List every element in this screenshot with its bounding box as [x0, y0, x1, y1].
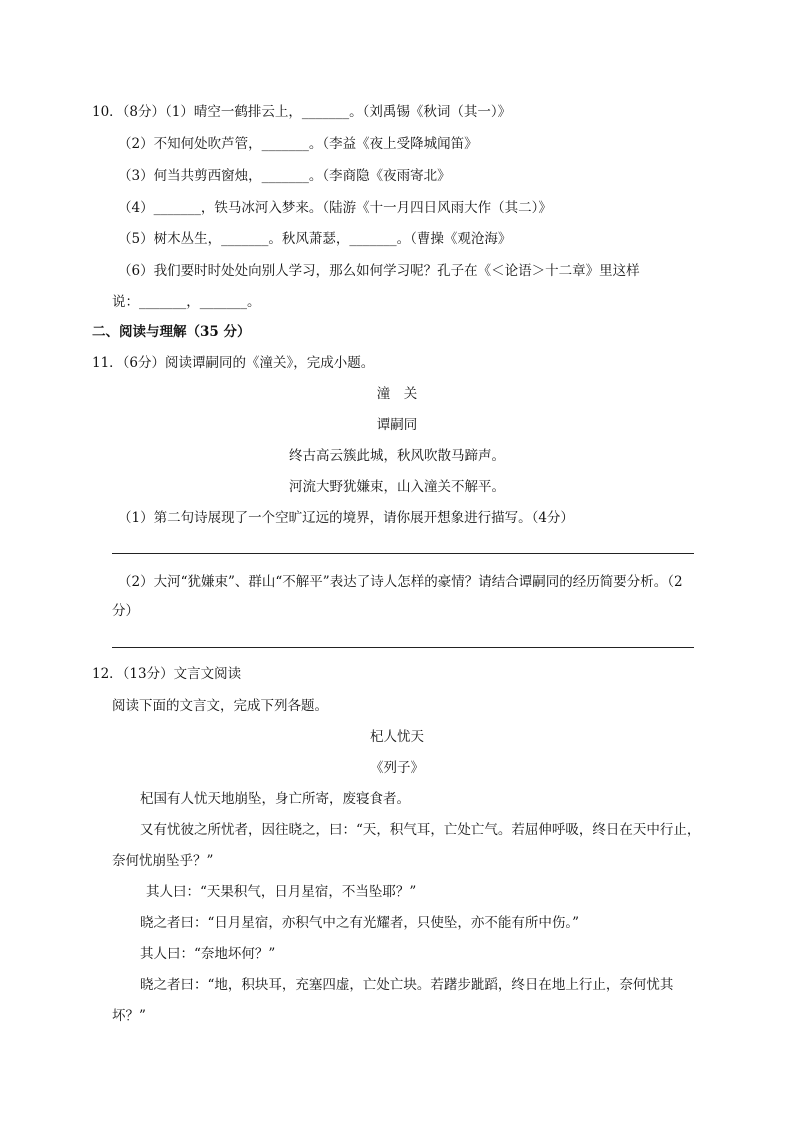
paragraph-2-line-1: 又有忧彼之所忧者，因往晓之，曰：“天，积气耳，亡处亡气。若屈伸呼吸，终日在天中行止， [140, 822, 701, 838]
q11-header: 11．（6分）阅读谭嗣同的《潼关》，完成小题。 [92, 355, 375, 371]
q10-item-4: （4）_______，铁马冰河入梦来。（陆游《十一月四日风雨大作（其二）》 [118, 200, 552, 216]
text-source: 《列子》 [370, 760, 424, 776]
q12-instruction: 阅读下面的文言文，完成下列各题。 [112, 698, 328, 714]
paragraph-5: 其人曰：“奈地坏何？” [140, 946, 276, 962]
poem-title: 潼 关 [376, 386, 418, 402]
q10-item-3: （3）何当共剪西窗烛，_______。（李商隐《夜雨寄北》 [118, 168, 451, 184]
poem-line-2: 河流大野犹嫌束，山入潼关不解平。 [289, 479, 505, 495]
q12-header: 12．（13分）文言文阅读 [92, 666, 242, 682]
q11-sub-1: （1）第二句诗展现了一个空旷辽远的境界，请你展开想象进行描写。（4分） [118, 510, 574, 526]
q10-item-6-line-2: 说：_______，_______。 [112, 294, 261, 310]
section-2-title: 二、阅读与理解（35 分） [92, 324, 251, 340]
q10-item-6-line-1: （6）我们要时时处处向别人学习，那么如何学习呢？孔子在《＜论语＞十二章》里这样 [118, 263, 640, 279]
paragraph-4: 晓之者曰：“日月星宿，亦积气中之有光耀者，只使坠，亦不能有所中伤。” [140, 915, 580, 931]
text-title: 杞人忧天 [370, 729, 424, 745]
q10-item-2: （2）不知何处吹芦管，_______。（李益《夜上受降城闻笛》 [118, 136, 478, 152]
q11-sub-2-line-1: （2）大河“犹嫌束”、群山“不解平”表达了诗人怎样的豪情？请结合谭嗣同的经历简要分析。（2 [118, 574, 683, 590]
paragraph-1: 杞国有人忧天地崩坠，身亡所寄，废寝食者。 [140, 791, 410, 807]
poem-author: 谭嗣同 [376, 417, 418, 433]
q11-sub-2-line-2: 分） [112, 603, 139, 619]
q10-header: 10．（8分）（1）晴空一鹤排云上，_______。（刘禹锡《秋词（其一）》 [92, 104, 512, 120]
paragraph-6-line-1: 晓之者曰：“地，积块耳，充塞四虚，亡处亡块。若躇步跐蹈，终日在地上行止，奈何忧其 [140, 977, 674, 993]
answer-line-1[interactable] [112, 553, 694, 554]
paragraph-3: 其人曰：“天果积气，日月星宿，不当坠耶？” [146, 884, 417, 900]
paragraph-6-line-2: 坏？” [112, 1008, 146, 1024]
answer-line-2[interactable] [112, 647, 694, 648]
paragraph-2-line-2: 奈何忧崩坠乎？” [112, 853, 214, 869]
poem-line-1: 终古高云簇此城，秋风吹散马蹄声。 [289, 448, 505, 464]
q10-item-5: （5）树木丛生，_______。秋风萧瑟，_______。（曹操《观沧海》 [118, 231, 512, 247]
